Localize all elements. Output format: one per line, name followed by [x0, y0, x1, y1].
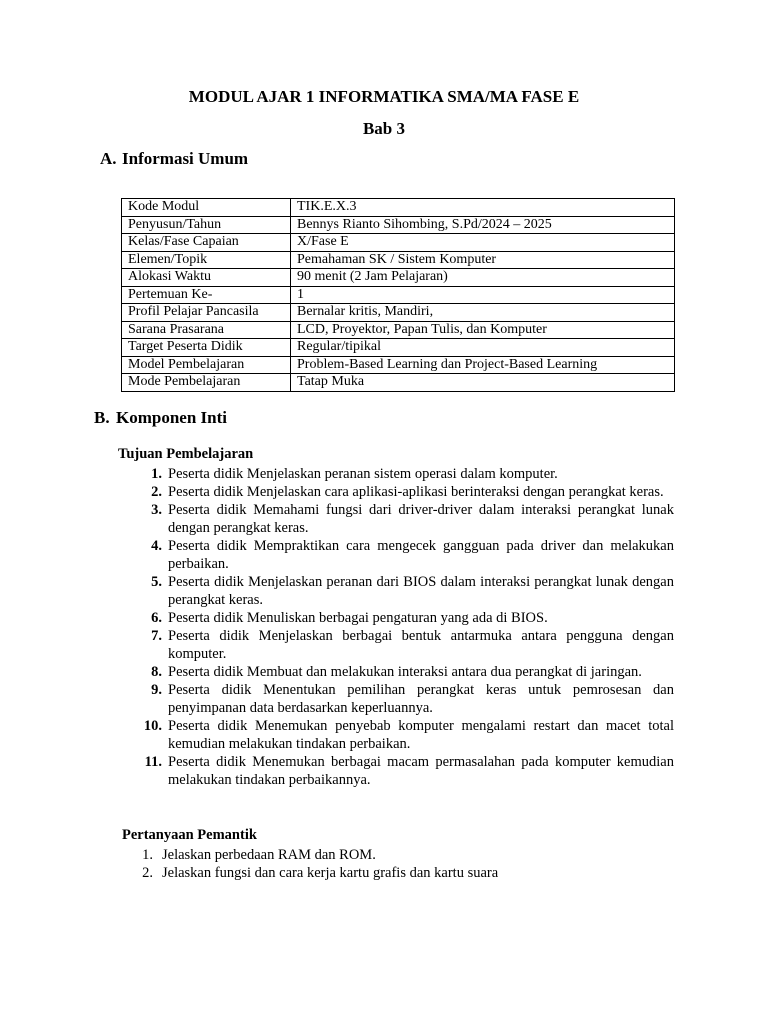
section-b-heading: [94, 408, 227, 428]
list-item: [120, 465, 674, 483]
list-item-text: Peserta didik Menjelaskan berbagai bentuk antarmuka antara pengguna dengan komputer.: [168, 628, 674, 662]
info-value: Problem-Based Learning dan Project-Based Learning: [291, 356, 675, 374]
info-key: Mode Pembelajaran: [122, 374, 291, 392]
info-row: [122, 339, 675, 357]
info-key: Elemen/Topik: [122, 251, 291, 269]
info-key: Alokasi Waktu: [122, 269, 291, 287]
list-item-number: 5.: [151, 574, 162, 590]
info-value: Regular/tipikal: [291, 339, 675, 357]
list-item-number: 1.: [151, 466, 162, 482]
list-item-number: 6.: [151, 610, 162, 626]
info-key: Model Pembelajaran: [122, 356, 291, 374]
list-item-text: Peserta didik Menjelaskan peranan dari BIOS dalam interaksi perangkat lunak dengan perangkat keras.: [168, 574, 674, 608]
info-row: [122, 304, 675, 322]
list-item-text: Peserta didik Membuat dan melakukan interaksi antara dua perangkat di jaringan.: [168, 664, 642, 680]
list-item: [120, 609, 674, 627]
info-row: [122, 216, 675, 234]
info-key: Sarana Prasarana: [122, 321, 291, 339]
pemantik-list: [120, 846, 674, 882]
info-value: 90 menit (2 Jam Pelajaran): [291, 269, 675, 287]
list-item-text: Peserta didik Menuliskan berbagai pengaturan yang ada di BIOS.: [168, 610, 548, 626]
list-item-text: Peserta didik Menjelaskan peranan sistem operasi dalam komputer.: [168, 466, 558, 482]
list-item: [120, 753, 674, 789]
info-row: [122, 286, 675, 304]
section-b-title: Komponen Inti: [116, 408, 227, 427]
list-item: [120, 483, 674, 501]
section-a-heading: [100, 149, 248, 169]
info-value: X/Fase E: [291, 234, 675, 252]
document-subtitle: Bab 3: [362, 119, 406, 138]
list-item-number: 2.: [142, 865, 153, 881]
info-key: Kelas/Fase Capaian: [122, 234, 291, 252]
list-item: [120, 717, 674, 753]
list-item: [120, 681, 674, 717]
info-row: [122, 251, 675, 269]
tujuan-list: [120, 465, 674, 789]
list-item-text: Peserta didik Menemukan penyebab komputer mengalami restart dan macet total kemudian melakukan tindakan perbaikan.: [168, 718, 674, 752]
info-row: [122, 234, 675, 252]
document-title: MODUL AJAR 1 INFORMATIKA SMA/MA FASE E: [188, 87, 580, 106]
list-item-number: 1.: [142, 847, 153, 863]
info-value: LCD, Proyektor, Papan Tulis, dan Komputer: [291, 321, 675, 339]
list-item-text: Peserta didik Menjelaskan cara aplikasi-aplikasi berinteraksi dengan perangkat keras.: [168, 484, 664, 500]
list-item: [120, 663, 674, 681]
info-table: [121, 198, 675, 392]
list-item-number: 7.: [151, 628, 162, 644]
info-row: [122, 321, 675, 339]
list-item-number: 8.: [151, 664, 162, 680]
list-item: [120, 846, 674, 864]
section-b-letter: B.: [94, 408, 110, 427]
list-item: [120, 627, 674, 663]
list-item: [120, 573, 674, 609]
info-key: Pertemuan Ke-: [122, 286, 291, 304]
list-item-text: Peserta didik Menentukan pemilihan perangkat keras untuk pemrosesan dan penyimpanan data berdasarkan keperluannya.: [168, 682, 674, 716]
section-a-title: Informasi Umum: [122, 149, 249, 168]
info-row: [122, 199, 675, 217]
info-value: Bernalar kritis, Mandiri,: [291, 304, 675, 322]
info-value: TIK.E.X.3: [291, 199, 675, 217]
list-item-text: Peserta didik Memahami fungsi dari driver-driver dalam interaksi perangkat lunak dengan perangkat keras.: [168, 502, 674, 536]
list-item-text: Peserta didik Menemukan berbagai macam permasalahan pada komputer kemudian melakukan tindakan perbaikannya.: [168, 754, 674, 788]
section-a-letter: A.: [100, 149, 117, 168]
info-row: [122, 374, 675, 392]
list-item-number: 10.: [143, 718, 162, 734]
list-item-text: Jelaskan perbedaan RAM dan ROM.: [162, 847, 376, 863]
info-row: [122, 269, 675, 287]
pemantik-heading: Pertanyaan Pemantik: [122, 827, 257, 843]
list-item: [120, 537, 674, 573]
list-item-number: 11.: [144, 754, 162, 770]
list-item: [120, 501, 674, 537]
list-item-text: Jelaskan fungsi dan cara kerja kartu grafis dan kartu suara: [162, 865, 499, 881]
info-row: [122, 356, 675, 374]
list-item-text: Peserta didik Mempraktikan cara mengecek gangguan pada driver dan melakukan perbaikan.: [168, 538, 674, 572]
list-item: [120, 864, 674, 882]
list-item-number: 9.: [151, 682, 162, 698]
list-item-number: 3.: [151, 502, 162, 518]
info-key: Target Peserta Didik: [122, 339, 291, 357]
list-item-number: 4.: [151, 538, 162, 554]
list-item-number: 2.: [151, 484, 162, 500]
info-key: Penyusun/Tahun: [122, 216, 291, 234]
info-value: Pemahaman SK / Sistem Komputer: [291, 251, 675, 269]
info-value: Bennys Rianto Sihombing, S.Pd/2024 – 2025: [291, 216, 675, 234]
tujuan-heading: Tujuan Pembelajaran: [118, 446, 254, 462]
info-value: 1: [291, 286, 675, 304]
info-value: Tatap Muka: [291, 374, 675, 392]
info-key: Kode Modul: [122, 199, 291, 217]
info-key: Profil Pelajar Pancasila: [122, 304, 291, 322]
